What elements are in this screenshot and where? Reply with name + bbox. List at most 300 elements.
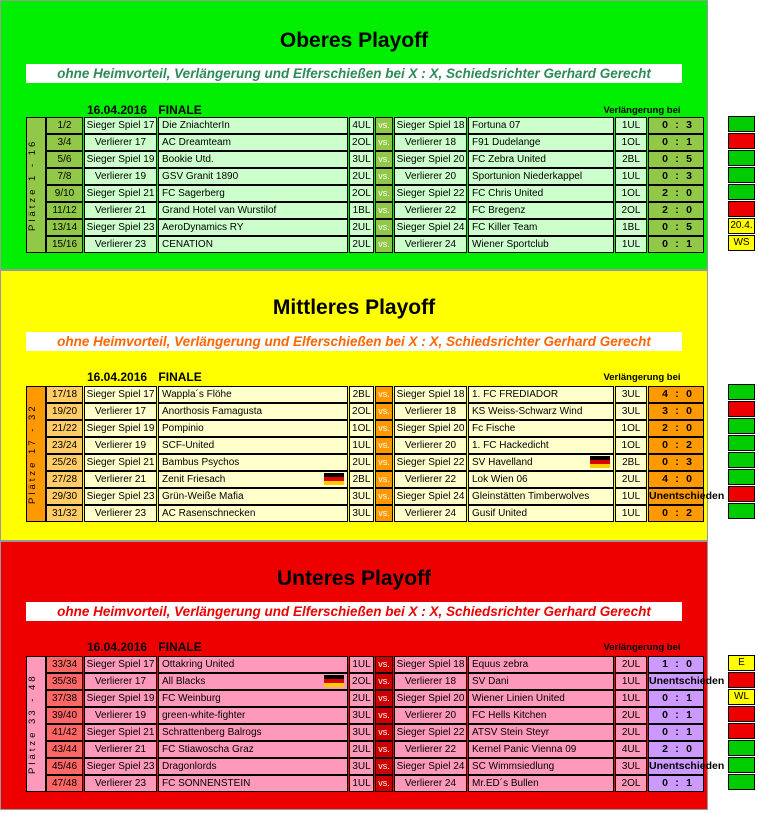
place-cell: 23/24 <box>46 437 83 454</box>
score-cell <box>648 454 704 471</box>
score-value: 4 <box>662 388 668 400</box>
score-value: 1 <box>686 238 692 250</box>
versus-label: vs. <box>375 151 393 168</box>
team-a-source: Verlierer 23 <box>84 505 157 522</box>
score-value: 2 <box>662 187 668 199</box>
team-a-source: Sieger Spiel 21 <box>84 454 157 471</box>
team-b-source: Verlierer 20 <box>394 707 467 724</box>
team-b-source: Verlierer 22 <box>394 741 467 758</box>
team-a-name: AeroDynamics RY <box>158 219 348 236</box>
team-b-name: Lok Wien 06 <box>468 471 614 488</box>
score-value: 0 <box>686 204 692 216</box>
team-b-name: Wiener Linien United <box>468 690 614 707</box>
score-value: 0 <box>662 119 668 131</box>
team-b-league: 1UL <box>615 690 647 707</box>
team-b-name: KS Weiss-Schwarz Wind <box>468 403 614 420</box>
status-indicator <box>728 486 755 502</box>
verlaengerung-label: Verlängerung bei <box>603 642 681 653</box>
status-indicator: E <box>728 655 755 671</box>
finale-label: FINALE <box>158 640 202 654</box>
team-b-name: SV Havelland <box>468 454 614 471</box>
mittleres-playoff-panel <box>0 270 725 541</box>
team-a-league: 2BL <box>349 471 374 488</box>
team-a-source: Verlierer 19 <box>84 707 157 724</box>
team-b-name: 1. FC Hackedicht <box>468 437 614 454</box>
versus-label: vs. <box>375 420 393 437</box>
team-a-source: Verlierer 21 <box>84 202 157 219</box>
team-a-name: Grün-Weiße Mafia <box>158 488 348 505</box>
status-indicator-column <box>728 655 755 791</box>
team-b-league: 1BL <box>615 219 647 236</box>
score-separator: : <box>675 136 679 148</box>
score-separator: : <box>675 439 679 451</box>
versus-label: vs. <box>375 505 393 522</box>
score-value: 5 <box>686 221 692 233</box>
versus-label: vs. <box>375 454 393 471</box>
team-a-league: 2OL <box>349 185 374 202</box>
team-b-source: Sieger Spiel 18 <box>394 117 467 134</box>
status-indicator <box>728 503 755 519</box>
team-b-source: Sieger Spiel 24 <box>394 488 467 505</box>
score-value: 0 <box>686 422 692 434</box>
team-b-name: FC Bregenz <box>468 202 614 219</box>
team-a-name: Schrattenberg Balrogs <box>158 724 348 741</box>
team-a-league: 2BL <box>349 386 374 403</box>
team-b-league: 1OL <box>615 185 647 202</box>
team-a-source: Verlierer 17 <box>84 673 157 690</box>
team-b-name: FC Zebra United <box>468 151 614 168</box>
team-b-source: Verlierer 18 <box>394 673 467 690</box>
score-cell <box>648 219 704 236</box>
team-b-league: 4UL <box>615 741 647 758</box>
team-a-source: Sieger Spiel 17 <box>84 386 157 403</box>
score-separator: : <box>675 507 679 519</box>
versus-label: vs. <box>375 134 393 151</box>
place-cell: 1/2 <box>46 117 83 134</box>
team-a-name: Zenit Friesach <box>158 471 348 488</box>
score-cell <box>648 707 704 724</box>
team-b-name: Fortuna 07 <box>468 117 614 134</box>
team-b-name: F91 Dudelange <box>468 134 614 151</box>
team-a-league: 1UL <box>349 437 374 454</box>
team-a-league: 2UL <box>349 236 374 253</box>
team-a-source: Sieger Spiel 23 <box>84 488 157 505</box>
score-value: 2 <box>662 422 668 434</box>
panel-subtitle: ohne Heimvorteil, Verlängerung und Elferschießen bei X : X, Schiedsrichter Gerhard Gerecht <box>26 602 682 621</box>
team-a-league: 2UL <box>349 219 374 236</box>
score-value: 0 <box>662 726 668 738</box>
score-cell <box>648 724 704 741</box>
team-b-name: Gleinstätten Timberwolves <box>468 488 614 505</box>
team-a-league: 2OL <box>349 403 374 420</box>
score-value: 4 <box>662 473 668 485</box>
verlaengerung-label: Verlängerung bei <box>603 105 681 116</box>
team-a-source: Verlierer 19 <box>84 168 157 185</box>
score-cell <box>648 386 704 403</box>
score-separator: : <box>675 388 679 400</box>
team-b-source: Sieger Spiel 18 <box>394 656 467 673</box>
place-cell: 41/42 <box>46 724 83 741</box>
team-a-source: Sieger Spiel 19 <box>84 690 157 707</box>
status-indicator-column <box>728 384 755 520</box>
score-value: 2 <box>662 204 668 216</box>
status-indicator <box>728 150 755 166</box>
germany-flag-icon <box>324 675 344 687</box>
team-a-name: Anorthosis Famagusta <box>158 403 348 420</box>
status-indicator <box>728 184 755 200</box>
team-b-league: 1UL <box>615 236 647 253</box>
place-cell: 27/28 <box>46 471 83 488</box>
score-value: 1 <box>686 726 692 738</box>
team-a-source: Verlierer 17 <box>84 134 157 151</box>
versus-label: vs. <box>375 437 393 454</box>
score-cell <box>648 185 704 202</box>
score-value: 5 <box>686 153 692 165</box>
team-a-source: Verlierer 21 <box>84 741 157 758</box>
score-cell <box>648 151 704 168</box>
places-range-label: Plätze 1 - 16 <box>26 117 46 253</box>
status-indicator <box>728 384 755 400</box>
team-b-name: Equus zebra <box>468 656 614 673</box>
score-value: 0 <box>662 153 668 165</box>
versus-label: vs. <box>375 403 393 420</box>
team-b-name: SC Wimmsiedlung <box>468 758 614 775</box>
team-a-source: Sieger Spiel 21 <box>84 724 157 741</box>
place-cell: 3/4 <box>46 134 83 151</box>
score-value: 0 <box>686 187 692 199</box>
team-b-name: FC Killer Team <box>468 219 614 236</box>
team-b-league: 2BL <box>615 151 647 168</box>
team-a-name: Dragonlords <box>158 758 348 775</box>
score-cell <box>648 690 704 707</box>
places-range-label: Plätze 17 - 32 <box>26 386 46 522</box>
team-a-name: CENATION <box>158 236 348 253</box>
place-cell: 33/34 <box>46 656 83 673</box>
team-a-source: Verlierer 21 <box>84 471 157 488</box>
score-cell <box>648 505 704 522</box>
team-b-league: 2BL <box>615 454 647 471</box>
place-cell: 9/10 <box>46 185 83 202</box>
status-indicator <box>728 418 755 434</box>
versus-label: vs. <box>375 656 393 673</box>
team-a-source: Verlierer 17 <box>84 403 157 420</box>
score-value: 2 <box>686 439 692 451</box>
team-b-name: 1. FC FREDIADOR <box>468 386 614 403</box>
team-a-name: FC Stiawoscha Graz <box>158 741 348 758</box>
team-b-source: Verlierer 24 <box>394 236 467 253</box>
panel-title: Unteres Playoff <box>276 567 432 590</box>
team-a-name: Ottakring United <box>158 656 348 673</box>
team-b-source: Verlierer 18 <box>394 134 467 151</box>
status-indicator-column <box>728 116 755 252</box>
germany-flag-icon <box>590 456 610 468</box>
team-a-source: Sieger Spiel 17 <box>84 656 157 673</box>
status-indicator <box>728 167 755 183</box>
germany-flag-icon <box>324 473 344 485</box>
team-a-league: 1UL <box>349 656 374 673</box>
places-range-label: Plätze 33 - 48 <box>26 656 46 792</box>
status-indicator <box>728 774 755 790</box>
score-value: 0 <box>662 456 668 468</box>
team-a-league: 1OL <box>349 420 374 437</box>
team-a-name: FC Weinburg <box>158 690 348 707</box>
team-a-league: 1BL <box>349 202 374 219</box>
versus-label: vs. <box>375 236 393 253</box>
panel-subtitle: ohne Heimvorteil, Verlängerung und Elferschießen bei X : X, Schiedsrichter Gerhard Gerecht <box>26 64 682 83</box>
score-cell <box>648 420 704 437</box>
date-finale-line <box>87 103 202 117</box>
place-cell: 7/8 <box>46 168 83 185</box>
versus-label: vs. <box>375 707 393 724</box>
score-cell <box>648 741 704 758</box>
score-value: 0 <box>662 439 668 451</box>
status-indicator <box>728 201 755 217</box>
team-a-league: 2UL <box>349 454 374 471</box>
score-value: 1 <box>686 136 692 148</box>
team-a-source: Verlierer 23 <box>84 775 157 792</box>
team-a-source: Sieger Spiel 19 <box>84 420 157 437</box>
match-date: 16.04.2016 <box>87 370 148 384</box>
score-separator: : <box>675 422 679 434</box>
versus-label: vs. <box>375 117 393 134</box>
team-a-name: AC Dreamteam <box>158 134 348 151</box>
place-cell: 13/14 <box>46 219 83 236</box>
versus-label: vs. <box>375 741 393 758</box>
score-value: 2 <box>662 743 668 755</box>
versus-label: vs. <box>375 168 393 185</box>
score-separator: : <box>675 658 679 670</box>
score-separator: : <box>675 238 679 250</box>
team-a-league: 3UL <box>349 505 374 522</box>
score-separator: : <box>675 456 679 468</box>
score-value: 0 <box>662 692 668 704</box>
team-a-name: AC Rasenschnecken <box>158 505 348 522</box>
place-cell: 25/26 <box>46 454 83 471</box>
versus-label: vs. <box>375 690 393 707</box>
team-a-source: Verlierer 23 <box>84 236 157 253</box>
verlaengerung-label: Verlängerung bei <box>603 372 681 383</box>
score-cell: Unentschieden <box>648 758 704 775</box>
team-a-source: Sieger Spiel 19 <box>84 151 157 168</box>
team-a-league: 4UL <box>349 117 374 134</box>
team-a-source: Sieger Spiel 23 <box>84 758 157 775</box>
score-separator: : <box>675 187 679 199</box>
team-b-name: FC Hells Kitchen <box>468 707 614 724</box>
score-separator: : <box>675 726 679 738</box>
status-indicator <box>728 435 755 451</box>
panel-title: Mittleres Playoff <box>272 296 436 319</box>
team-b-source: Sieger Spiel 22 <box>394 185 467 202</box>
panel-title: Oberes Playoff <box>279 29 429 52</box>
place-cell: 47/48 <box>46 775 83 792</box>
team-b-source: Verlierer 22 <box>394 202 467 219</box>
team-a-league: 3UL <box>349 707 374 724</box>
place-cell: 45/46 <box>46 758 83 775</box>
team-a-name: FC Sagerberg <box>158 185 348 202</box>
versus-label: vs. <box>375 775 393 792</box>
score-value: 3 <box>662 405 668 417</box>
team-b-name: Sportunion Niederkappel <box>468 168 614 185</box>
team-b-source: Verlierer 18 <box>394 403 467 420</box>
team-a-name: Pompinio <box>158 420 348 437</box>
team-b-league: 2OL <box>615 775 647 792</box>
team-b-source: Sieger Spiel 20 <box>394 690 467 707</box>
team-a-league: 3UL <box>349 724 374 741</box>
place-cell: 43/44 <box>46 741 83 758</box>
team-b-league: 3UL <box>615 386 647 403</box>
versus-label: vs. <box>375 488 393 505</box>
date-finale-line <box>87 370 202 384</box>
place-cell: 19/20 <box>46 403 83 420</box>
team-b-league: 3UL <box>615 403 647 420</box>
match-table <box>26 117 692 253</box>
score-value: 0 <box>686 743 692 755</box>
team-a-name: Bambus Psychos <box>158 454 348 471</box>
team-b-league: 1OL <box>615 437 647 454</box>
finale-label: FINALE <box>158 103 202 117</box>
date-finale-line <box>87 640 202 654</box>
team-a-league: 2UL <box>349 168 374 185</box>
versus-label: vs. <box>375 202 393 219</box>
place-cell: 11/12 <box>46 202 83 219</box>
status-indicator: WS <box>728 235 755 251</box>
team-a-name: All Blacks <box>158 673 348 690</box>
team-b-source: Verlierer 20 <box>394 437 467 454</box>
team-a-name: SCF-United <box>158 437 348 454</box>
score-value: 0 <box>686 473 692 485</box>
versus-label: vs. <box>375 219 393 236</box>
place-cell: 35/36 <box>46 673 83 690</box>
score-cell <box>648 134 704 151</box>
match-date: 16.04.2016 <box>87 640 148 654</box>
score-value: 0 <box>662 709 668 721</box>
score-separator: : <box>675 405 679 417</box>
unteres-playoff-panel <box>0 541 725 810</box>
team-b-league: 1OL <box>615 420 647 437</box>
team-a-name: Grand Hotel van Wurstilof <box>158 202 348 219</box>
match-table <box>26 656 725 792</box>
score-cell <box>648 202 704 219</box>
team-b-name: FC Chris United <box>468 185 614 202</box>
versus-label: vs. <box>375 724 393 741</box>
score-separator: : <box>675 743 679 755</box>
team-a-league: 2OL <box>349 134 374 151</box>
team-b-name: Gusif United <box>468 505 614 522</box>
status-indicator <box>728 116 755 132</box>
score-cell <box>648 403 704 420</box>
score-separator: : <box>675 204 679 216</box>
versus-label: vs. <box>375 386 393 403</box>
team-b-league: 2UL <box>615 707 647 724</box>
score-value: 3 <box>686 119 692 131</box>
score-value: 1 <box>662 658 668 670</box>
team-b-league: 1UL <box>615 505 647 522</box>
score-cell: Unentschieden <box>648 488 704 505</box>
versus-label: vs. <box>375 471 393 488</box>
place-cell: 37/38 <box>46 690 83 707</box>
team-a-name: Wappla´s Flöhe <box>158 386 348 403</box>
score-value: 1 <box>686 709 692 721</box>
place-cell: 5/6 <box>46 151 83 168</box>
team-a-name: Die ZniachterIn <box>158 117 348 134</box>
team-a-league: 3UL <box>349 758 374 775</box>
team-b-name: Kernel Panic Vienna 09 <box>468 741 614 758</box>
team-b-league: 2UL <box>615 471 647 488</box>
team-b-league: 1UL <box>615 673 647 690</box>
status-indicator: WL <box>728 689 755 705</box>
team-b-source: Verlierer 24 <box>394 505 467 522</box>
team-b-league: 1UL <box>615 168 647 185</box>
team-b-name: Fc Fische <box>468 420 614 437</box>
score-separator: : <box>675 777 679 789</box>
score-value: 1 <box>686 777 692 789</box>
team-a-league: 3UL <box>349 151 374 168</box>
team-b-league: 2UL <box>615 724 647 741</box>
team-b-league: 1UL <box>615 488 647 505</box>
score-separator: : <box>675 170 679 182</box>
status-indicator <box>728 757 755 773</box>
status-indicator <box>728 452 755 468</box>
score-separator: : <box>675 153 679 165</box>
team-b-source: Sieger Spiel 24 <box>394 219 467 236</box>
team-b-source: Verlierer 22 <box>394 471 467 488</box>
score-value: 2 <box>686 507 692 519</box>
status-indicator <box>728 469 755 485</box>
score-separator: : <box>675 119 679 131</box>
versus-label: vs. <box>375 673 393 690</box>
status-indicator <box>728 133 755 149</box>
place-cell: 21/22 <box>46 420 83 437</box>
team-b-league: 1UL <box>615 117 647 134</box>
team-b-league: 2OL <box>615 202 647 219</box>
versus-label: vs. <box>375 185 393 202</box>
score-cell <box>648 437 704 454</box>
score-value: 1 <box>686 692 692 704</box>
score-value: 0 <box>662 136 668 148</box>
finale-label: FINALE <box>158 370 202 384</box>
team-b-source: Sieger Spiel 20 <box>394 420 467 437</box>
status-indicator <box>728 740 755 756</box>
score-value: 0 <box>662 507 668 519</box>
score-value: 3 <box>686 456 692 468</box>
team-b-source: Verlierer 20 <box>394 168 467 185</box>
score-value: 0 <box>662 221 668 233</box>
team-b-name: SV Dani <box>468 673 614 690</box>
place-cell: 17/18 <box>46 386 83 403</box>
team-a-name: GSV Granit 1890 <box>158 168 348 185</box>
score-cell <box>648 117 704 134</box>
score-value: 0 <box>686 658 692 670</box>
place-cell: 39/40 <box>46 707 83 724</box>
team-b-league: 2UL <box>615 656 647 673</box>
score-cell <box>648 236 704 253</box>
place-cell: 29/30 <box>46 488 83 505</box>
match-table <box>26 386 725 522</box>
team-b-league: 3UL <box>615 758 647 775</box>
team-b-name: Wiener Sportclub <box>468 236 614 253</box>
status-indicator <box>728 723 755 739</box>
versus-label: vs. <box>375 758 393 775</box>
team-a-source: Sieger Spiel 17 <box>84 117 157 134</box>
score-value: 0 <box>662 777 668 789</box>
score-value: 3 <box>686 170 692 182</box>
score-cell <box>648 656 704 673</box>
match-date: 16.04.2016 <box>87 103 148 117</box>
score-value: 0 <box>662 238 668 250</box>
score-cell <box>648 775 704 792</box>
status-indicator <box>728 706 755 722</box>
score-cell: Unentschieden <box>648 673 704 690</box>
